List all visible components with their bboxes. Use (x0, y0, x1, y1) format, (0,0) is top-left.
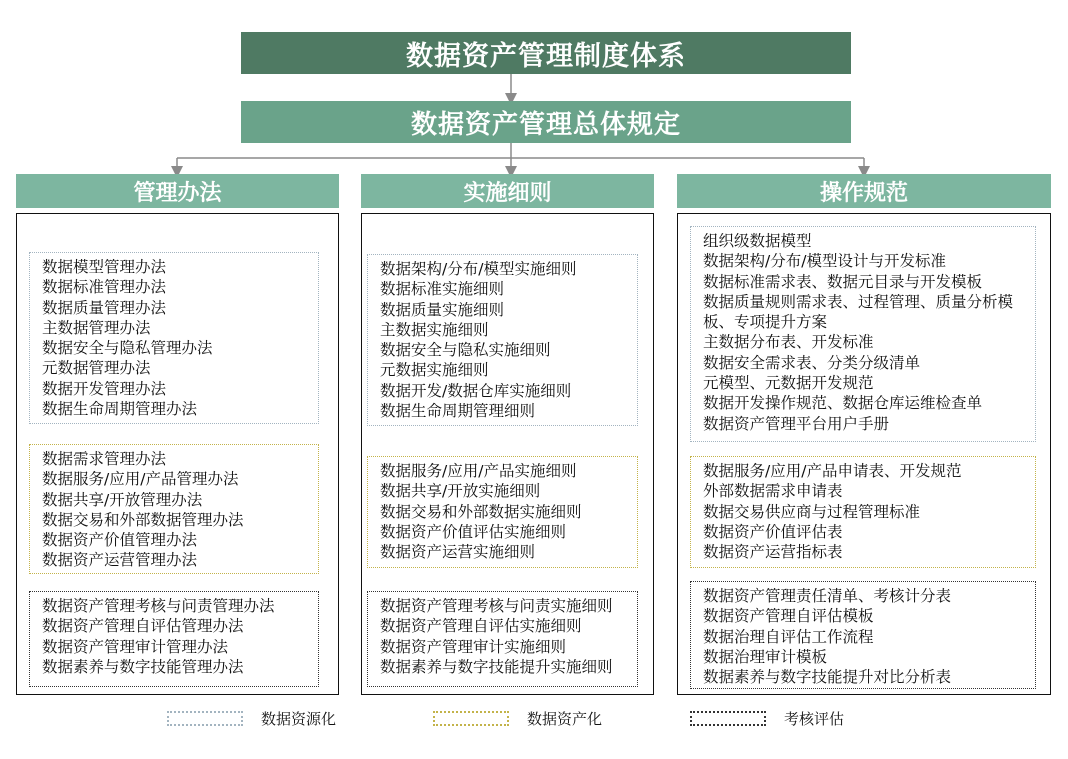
list-item: 数据资产价值评估实施细则 (380, 522, 567, 541)
list-item: 数据生命周期管理细则 (380, 402, 536, 421)
list-item: 数据开发操作规范、数据仓库运维检查单 (703, 394, 983, 413)
group-evaluation (367, 591, 638, 687)
list-item: 数据生命周期管理办法 (42, 400, 198, 419)
list-item: 数据服务/应用/产品申请表、开发规范 (703, 462, 962, 480)
list-item: 组织级数据模型 (703, 232, 812, 250)
list-item: 数据交易和外部数据实施细则 (380, 502, 582, 521)
list-item: 数据素养与数字技能管理办法 (42, 657, 244, 676)
list-item: 数据资产管理平台用户手册 (703, 414, 890, 433)
list-item: 数据标准管理办法 (42, 278, 167, 297)
list-item: 数据安全与隐私实施细则 (380, 341, 551, 360)
list-item: 数据标准需求表、数据元目录与开发模板 (703, 272, 983, 291)
group-evaluation (690, 581, 1036, 689)
list-item: 元数据实施细则 (380, 361, 489, 380)
list-item: 数据资产管理审计管理办法 (42, 637, 229, 656)
list-item: 数据资产管理责任清单、考核计分表 (703, 587, 952, 605)
column-heading-operation-specs: 操作规范 (677, 174, 1051, 208)
list-item: 数据服务/应用/产品管理办法 (42, 470, 239, 489)
list-item: 数据资产管理自评估模板 (703, 607, 874, 626)
list-item: 数据质量规则需求表、过程管理、质量分析模板、专项提升方案 (703, 292, 1014, 332)
list-item: 数据资产运营实施细则 (380, 543, 536, 562)
list-item: 数据治理自评估工作流程 (703, 627, 874, 646)
list-item: 数据交易和外部数据管理办法 (42, 510, 244, 529)
group-evaluation (29, 591, 319, 687)
list-item: 数据资产管理考核与问责管理办法 (42, 597, 275, 615)
list-item: 数据标准实施细则 (380, 280, 505, 299)
list-item: 数据资产管理审计实施细则 (380, 637, 567, 656)
list-item: 数据素养与数字技能提升实施细则 (380, 657, 613, 676)
list-item: 数据架构/分布/模型实施细则 (380, 260, 577, 278)
diagram-title: 数据资产管理制度体系 (241, 32, 851, 74)
list-item: 数据交易供应商与过程管理标准 (703, 502, 921, 521)
list-item: 元模型、元数据开发规范 (703, 374, 874, 393)
list-item: 数据开发/数据仓库实施细则 (380, 381, 572, 400)
group-data-resource (29, 252, 319, 424)
list-item: 数据资产价值评估表 (703, 522, 843, 541)
group-data-resource (367, 254, 638, 426)
list-item: 数据安全与隐私管理办法 (42, 339, 213, 358)
diagram-subtitle: 数据资产管理总体规定 (241, 101, 851, 143)
list-item: 主数据分布表、开发标准 (703, 333, 874, 352)
list-item: 数据架构/分布/模型设计与开发标准 (703, 252, 946, 271)
list-item: 数据质量实施细则 (380, 300, 505, 319)
list-item: 外部数据需求申请表 (703, 482, 843, 501)
list-item: 数据质量管理办法 (42, 298, 167, 317)
legend-item-data-resource (167, 709, 336, 727)
list-item: 数据资产管理自评估实施细则 (380, 617, 582, 636)
list-item: 数据资产运营管理办法 (42, 551, 198, 570)
list-item: 数据服务/应用/产品实施细则 (380, 462, 577, 480)
legend-swatch (167, 711, 243, 726)
list-item: 数据共享/开放实施细则 (380, 482, 541, 501)
legend-item-evaluation (690, 709, 844, 727)
legend-label: 数据资产化 (527, 709, 603, 728)
list-item: 主数据管理办法 (42, 318, 151, 337)
group-data-asset (367, 456, 638, 568)
list-item: 元数据管理办法 (42, 359, 151, 378)
legend-swatch (433, 711, 509, 726)
list-item: 数据资产管理自评估管理办法 (42, 617, 244, 636)
list-item: 数据模型管理办法 (42, 258, 167, 276)
list-item: 数据资产管理考核与问责实施细则 (380, 597, 613, 615)
list-item: 数据资产运营指标表 (703, 543, 843, 562)
list-item: 数据资产价值管理办法 (42, 531, 198, 550)
legend-swatch (690, 711, 766, 726)
list-item: 数据素养与数字技能提升对比分析表 (703, 668, 952, 687)
legend-item-data-asset (433, 709, 602, 727)
list-item: 数据治理审计模板 (703, 647, 828, 666)
column-heading-implementation-rules: 实施细则 (361, 174, 654, 208)
group-data-asset (29, 444, 319, 574)
legend-label: 考核评估 (784, 709, 845, 728)
list-item: 数据需求管理办法 (42, 450, 167, 468)
group-data-asset (690, 456, 1036, 568)
list-item: 数据安全需求表、分类分级清单 (703, 353, 921, 372)
list-item: 主数据实施细则 (380, 320, 489, 339)
list-item: 数据共享/开放管理办法 (42, 490, 203, 509)
column-heading-management-measures: 管理办法 (16, 174, 339, 208)
legend-label: 数据资源化 (261, 709, 337, 728)
list-item: 数据开发管理办法 (42, 379, 167, 398)
group-data-resource (690, 226, 1036, 442)
